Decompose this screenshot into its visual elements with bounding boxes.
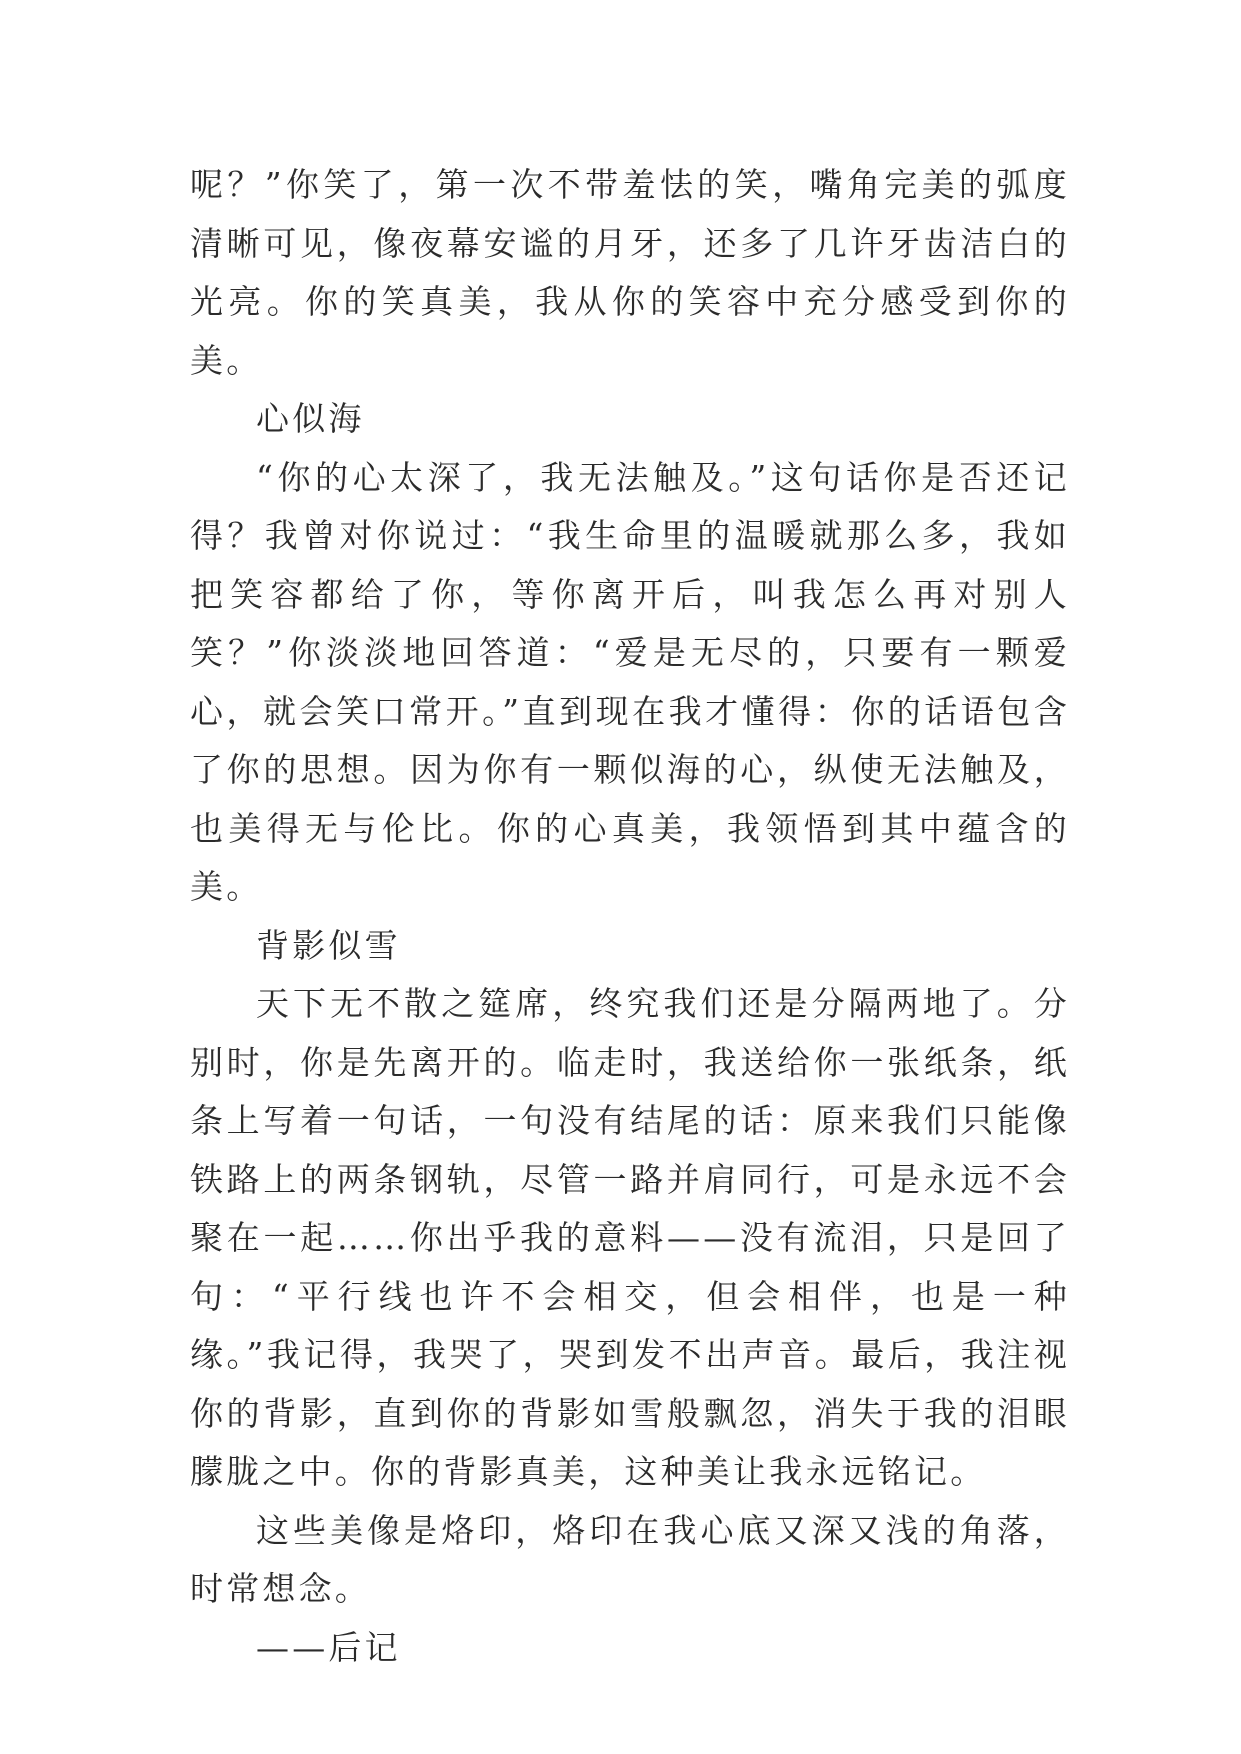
paragraph-closing: 这些美像是烙印，烙印在我心底又深又浅的角落，时常想念。 bbox=[190, 1510, 1070, 1608]
paragraph-smile-ending: 呢？”你笑了，第一次不带羞怯的笑，嘴角完美的弧度清晰可见，像夜幕安谧的月牙，还多了几许牙齿洁白的光亮。你的笑真美，我从你的笑容中充分感受到你的美。 bbox=[190, 165, 1070, 380]
paragraph-heart-like-sea: “你的心太深了，我无法触及。”这句话你是否还记得？我曾对你说过：“我生命里的温暖就那么多，我如把笑容都给了你，等你离开后，叫我怎么再对别人笑？”你淡淡地回答道：“爱是无尽的，只要有一颗爱心，就会笑口常开。”直到现在我才懂得：你的话语包含了你的思想。因为你有一颗似海的心，纵使无法触及，也美得无与伦比。你的心真美，我领悟到其中蕴含的美。 bbox=[190, 457, 1070, 906]
afterword-label: ——后记 bbox=[256, 1627, 401, 1667]
document-page bbox=[190, 156, 1070, 1677]
paragraph-back-like-snow: 天下无不散之筵席，终究我们还是分隔两地了。分别时，你是先离开的。临走时，我送给你一张纸条，纸条上写着一句话，一句没有结尾的话：原来我们只能像铁路上的两条钢轨，尽管一路并肩同行，可是永远不会聚在一起……你出乎我的意料——没有流泪，只是回了句：“平行线也许不会相交，但会相伴，也是一种缘。”我记得，我哭了，哭到发不出声音。最后，我注视你的背影，直到你的背影如雪般飘忽，消失于我的泪眼朦胧之中。你的背影真美，这种美让我永远铭记。 bbox=[190, 984, 1070, 1491]
section-heading-back-like-snow: 背影似雪 bbox=[256, 925, 401, 965]
section-heading-heart-like-sea: 心似海 bbox=[256, 399, 365, 438]
